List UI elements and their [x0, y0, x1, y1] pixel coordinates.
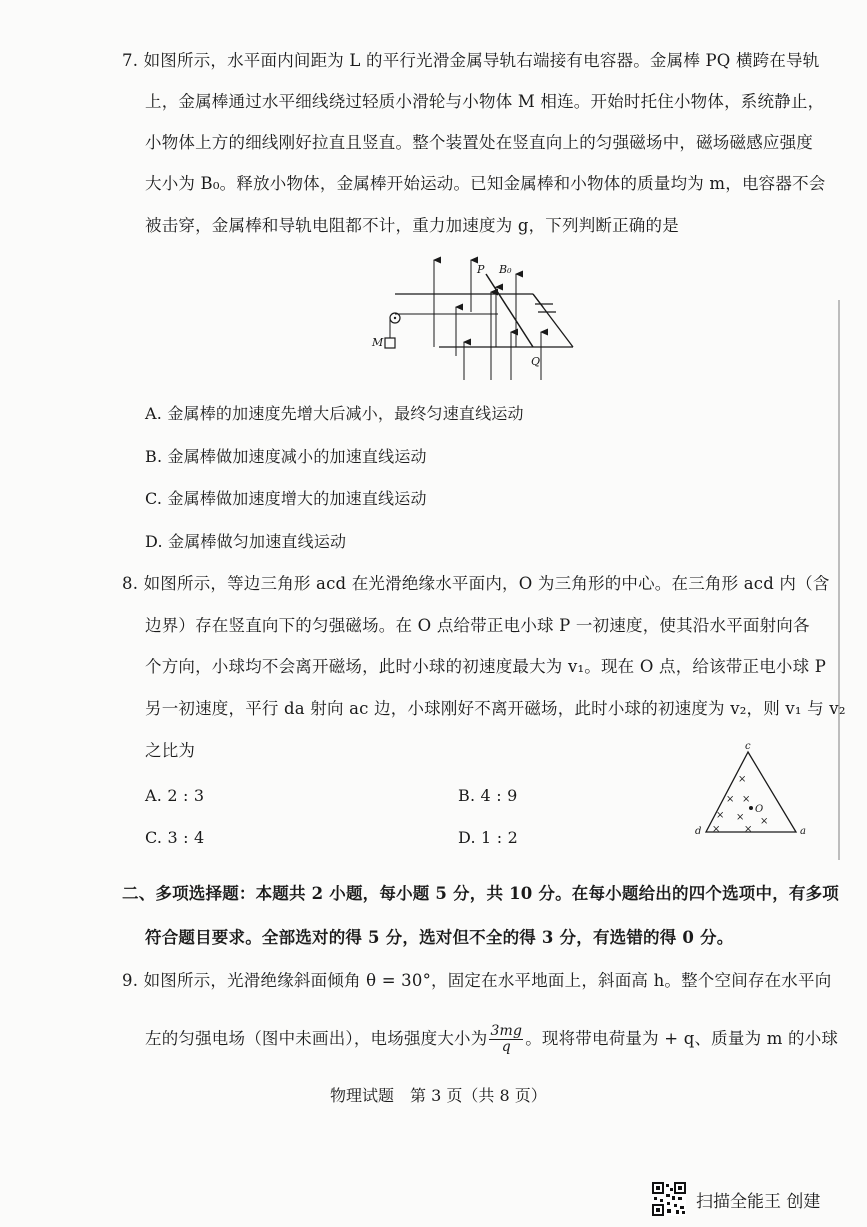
- q9-line-2: [145, 1024, 838, 1055]
- q8-option-b: B. 4 : 9: [458, 786, 518, 805]
- q7-option-c: C. 金属棒做加速度增大的加速直线运动: [145, 489, 427, 508]
- label-d: d: [695, 826, 702, 837]
- svg-text:×: ×: [742, 794, 751, 805]
- field-strength-fraction: [489, 1024, 523, 1055]
- qr-code-icon: [652, 1182, 686, 1216]
- label-M: M: [372, 336, 384, 349]
- label-a: a: [800, 826, 806, 837]
- label-c: c: [745, 741, 751, 752]
- q8-line-1: 8. 如图所示，等边三角形 acd 在光滑绝缘水平面内，O 为三角形的中心。在三角形 acd 内（含: [122, 574, 830, 593]
- fraction-denominator: q: [501, 1039, 511, 1055]
- svg-text:×: ×: [736, 812, 745, 823]
- label-B0: B₀: [499, 263, 512, 276]
- q7-option-a: A. 金属棒的加速度先增大后减小，最终匀速直线运动: [145, 404, 524, 423]
- q7-line-3: 小物体上方的细线刚好拉直且竖直。整个装置处在竖直向上的匀强磁场中，磁场磁感应强度: [145, 133, 813, 152]
- q8-line-2: 边界）存在竖直向下的匀强磁场。在 O 点给带正电小球 P 一初速度，使其沿水平面射向各: [145, 616, 810, 635]
- label-Q: Q: [531, 355, 541, 368]
- page-footer: 物理试题 第 3 页（共 8 页）: [330, 1086, 547, 1105]
- block-M: [385, 338, 395, 348]
- svg-text:×: ×: [738, 774, 747, 785]
- label-O: O: [755, 804, 764, 815]
- q7-option-b: B. 金属棒做加速度减小的加速直线运动: [145, 447, 427, 466]
- q7-line-1: 7. 如图所示，水平面内间距为 L 的平行光滑金属导轨右端接有电容器。金属棒 PQ 横跨在导轨: [122, 51, 820, 70]
- q7-line-5: 被击穿，金属棒和导轨电阻都不计，重力加速度为 g，下列判断正确的是: [145, 216, 679, 235]
- svg-text:×: ×: [760, 816, 769, 827]
- q9-line-2-post: 。现将带电荷量为 + q、质量为 m 的小球: [525, 1029, 839, 1048]
- scanner-watermark: [652, 1182, 820, 1216]
- q7-line-2: 上，金属棒通过水平细线绕过轻质小滑轮与小物体 M 相连。开始时托住小物体，系统静止，: [145, 92, 825, 111]
- q9-line-2-pre: 左的匀强电场（图中未画出），电场强度大小为: [145, 1029, 488, 1048]
- section2-heading-line-1: 二、多项选择题：本题共 2 小题，每小题 5 分，共 10 分。在每小题给出的四个选项中，有多项: [122, 884, 839, 903]
- q7-line-4: 大小为 B₀。释放小物体，金属棒开始运动。已知金属棒和小物体的质量均为 m，电容器不会: [145, 174, 826, 193]
- q8-triangle-diagram: [690, 740, 815, 840]
- fraction-numerator: 3mg: [490, 1023, 523, 1039]
- scan-edge-line: [838, 300, 840, 860]
- svg-text:×: ×: [712, 824, 721, 835]
- svg-text:×: ×: [716, 810, 725, 821]
- scanner-brand-text: 扫描全能王 创建: [696, 1191, 821, 1212]
- q8-line-4: 另一初速度，平行 da 射向 ac 边，小球刚好不离开磁场，此时小球的初速度为 v₂，则 v₁ 与 v₂: [145, 699, 846, 718]
- section2-heading-line-2: 符合题目要求。全部选对的得 5 分，选对但不全的得 3 分，有选错的得 0 分。: [145, 928, 734, 947]
- q9-line-1: 9. 如图所示，光滑绝缘斜面倾角 θ = 30°，固定在水平地面上，斜面高 h。整个空间存在水平向: [122, 971, 832, 990]
- q7-rail-diagram: [365, 252, 580, 387]
- svg-text:×: ×: [726, 794, 735, 805]
- q7-option-d: D. 金属棒做匀加速直线运动: [145, 532, 347, 551]
- q8-line-3: 个方向，小球均不会离开磁场，此时小球的初速度最大为 v₁。现在 O 点，给该带正电小球 P: [145, 657, 827, 676]
- q8-option-d: D. 1 : 2: [458, 828, 518, 847]
- q8-option-c: C. 3 : 4: [145, 828, 205, 847]
- q8-option-a: A. 2 : 3: [145, 786, 205, 805]
- q8-line-5: 之比为: [145, 741, 196, 760]
- svg-text:×: ×: [744, 824, 753, 835]
- label-P: P: [477, 263, 485, 276]
